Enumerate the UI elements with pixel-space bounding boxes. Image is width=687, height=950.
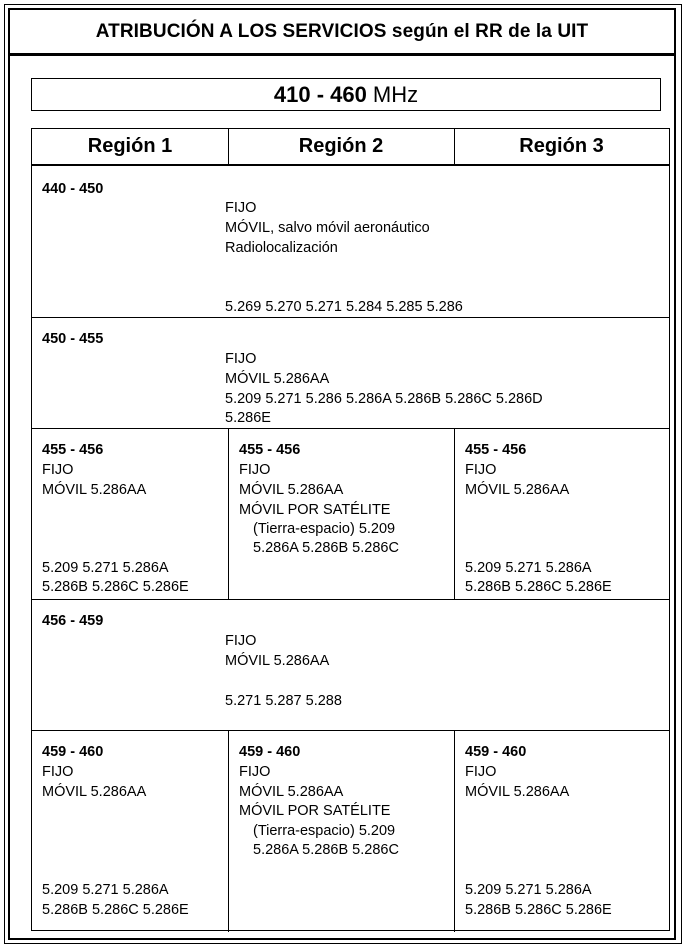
column-divider	[454, 129, 455, 166]
row-range: 459 - 460	[465, 744, 527, 760]
service-line: FIJO	[225, 633, 257, 649]
service-line: MÓVIL 5.286AA	[465, 784, 570, 800]
footnote-line: 5.209 5.271 5.286 5.286A 5.286B 5.286C 5.286D	[225, 391, 543, 407]
service-line: MÓVIL 5.286AA	[465, 482, 570, 498]
service-line: FIJO	[42, 764, 74, 780]
row-range: 459 - 460	[42, 744, 104, 760]
column-divider	[228, 730, 229, 932]
column-header-region-2: Región 2	[298, 135, 384, 157]
footnote-line: 5.286B 5.286C 5.286E	[42, 579, 189, 595]
row-range: 459 - 460	[239, 744, 301, 760]
document-frame	[8, 8, 676, 940]
footnote-line: 5.209 5.271 5.286A	[465, 560, 592, 576]
service-line: MÓVIL 5.286AA	[225, 653, 330, 669]
column-header-region-3: Región 3	[519, 135, 604, 157]
row-range: 450 - 455	[42, 331, 104, 347]
row-divider	[32, 317, 669, 318]
row-range: 440 - 450	[42, 181, 104, 197]
footnote-line: 5.209 5.271 5.286A	[42, 882, 169, 898]
footnote-line: 5.286A 5.286B 5.286C	[253, 842, 399, 858]
service-line: FIJO	[225, 351, 257, 367]
column-divider	[228, 129, 229, 166]
row-divider	[32, 730, 669, 731]
service-line: (Tierra-espacio) 5.209	[253, 823, 396, 839]
footnote-line: 5.269 5.270 5.271 5.284 5.285 5.286	[225, 299, 463, 315]
service-line: MÓVIL 5.286AA	[239, 784, 344, 800]
band-range: 410 - 460	[273, 81, 367, 107]
row-divider	[32, 428, 669, 429]
band-unit: MHz	[372, 81, 419, 107]
service-line: FIJO	[225, 200, 257, 216]
footnote-line: 5.286E	[225, 410, 271, 426]
footnote-line: 5.209 5.271 5.286A	[465, 882, 592, 898]
service-line: (Tierra-espacio) 5.209	[253, 521, 396, 537]
row-range: 455 - 456	[465, 442, 527, 458]
row-range: 455 - 456	[239, 442, 301, 458]
footnote-line: 5.286B 5.286C 5.286E	[465, 579, 612, 595]
row-range: 455 - 456	[42, 442, 104, 458]
row-divider	[32, 599, 669, 600]
service-line: MÓVIL 5.286AA	[239, 482, 344, 498]
service-line: FIJO	[239, 764, 271, 780]
page-title: ATRIBUCIÓN A LOS SERVICIOS según el RR de la UIT	[10, 10, 674, 56]
frequency-band-title	[31, 78, 661, 111]
service-line: FIJO	[465, 764, 497, 780]
service-line: MÓVIL POR SATÉLITE	[239, 803, 391, 819]
service-line: Radiolocalización	[225, 240, 338, 256]
footnote-line: 5.286B 5.286C 5.286E	[42, 902, 189, 918]
footnote-line: 5.271 5.287 5.288	[225, 693, 342, 709]
service-line: FIJO	[42, 462, 74, 478]
service-line: MÓVIL 5.286AA	[42, 482, 147, 498]
allocation-table	[31, 128, 670, 931]
service-line: MÓVIL POR SATÉLITE	[239, 502, 391, 518]
column-divider	[454, 730, 455, 932]
column-divider	[228, 428, 229, 599]
footnote-line: 5.286A 5.286B 5.286C	[253, 540, 399, 556]
service-line: FIJO	[239, 462, 271, 478]
service-line: MÓVIL 5.286AA	[225, 371, 330, 387]
row-range: 456 - 459	[42, 613, 104, 629]
column-header-region-1: Región 1	[87, 135, 173, 157]
footnote-line: 5.209 5.271 5.286A	[42, 560, 169, 576]
column-divider	[454, 428, 455, 599]
service-line: MÓVIL 5.286AA	[42, 784, 147, 800]
table-header-row	[32, 129, 669, 166]
service-line: MÓVIL, salvo móvil aeronáutico	[225, 220, 430, 236]
service-line: FIJO	[465, 462, 497, 478]
footnote-line: 5.286B 5.286C 5.286E	[465, 902, 612, 918]
